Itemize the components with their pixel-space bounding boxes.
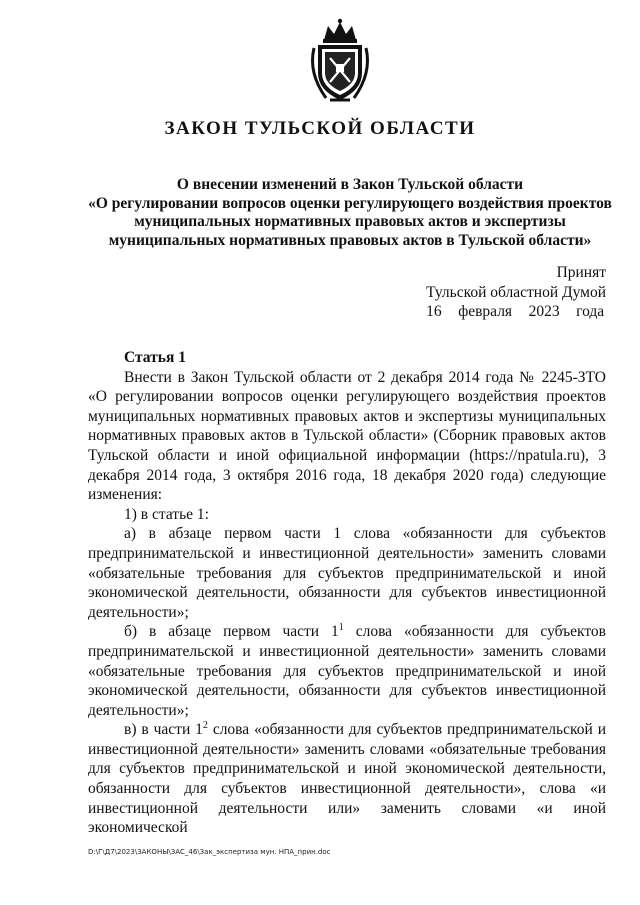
adoption-year: 2023 [528, 303, 560, 320]
subject-line: муниципальных нормативных правовых актов и экспертизы [134, 213, 566, 230]
item-b-text-cont: слова «обязанности для субъектов предпринимательской и инвестиционной деятельности» заменить словами «обязательные требования для субъектов предпринимательской и иной экономической деятельности, обязанности для субъектов инвестиционной деятельности»; [88, 623, 606, 719]
adoption-year-word: года [576, 303, 605, 320]
article-body [88, 348, 606, 838]
subject-line: муниципальных нормативных правовых актов в Тульской области» [108, 231, 592, 249]
adopted-label: Принят [556, 264, 606, 281]
article-item-1: 1) в статье 1: [124, 505, 209, 523]
article-item-b [88, 622, 606, 720]
tula-coat-of-arms-icon [300, 18, 380, 108]
article-item-a: а) в абзаце первом части 1 слова «обязанности для субъектов предпринимательской и инвестиционной деятельности» заменить словами «обязательные требования для субъектов предпринимательской и иной экономической деятельности, обязанности для субъектов инвестиционной деятельности»; [88, 525, 606, 621]
law-title: ЗАКОН ТУЛЬСКОЙ ОБЛАСТИ [164, 118, 476, 139]
article-item-c [88, 720, 606, 838]
item-c-superscript: 2 [202, 720, 208, 732]
adoption-block [426, 263, 606, 322]
file-path-footer: D:\Г\Д7\2023\ЗАКОНЫ\ЗАС_46\Зак_экспертиза мун. НПА_прин.doc [88, 848, 331, 856]
adopted-by: Тульской областной Думой [426, 283, 606, 301]
article-intro: Внести в Закон Тульской области от 2 декабря 2014 года № 2245-ЗТО «О регулировании вопросов оценки регулирующего воздействия проектов муниципальных нормативных правовых актов и экспертизы муниципальных нормативных правовых актов в Тульской области» (Сборник правовых актов Тульской области и иной официальной информации (https://npatula.ru), 3 декабря 2014 года, 3 октября 2016 года, 18 декабря 2020 года) следующие изменения: [88, 368, 606, 504]
item-b-superscript: 1 [338, 622, 344, 634]
subject-line: «О регулировании вопросов оценки регулирующего воздействия проектов [88, 194, 612, 212]
adoption-date [426, 302, 604, 322]
law-subject [60, 176, 640, 250]
item-b-text: б) в абзаце первом части 1 [124, 623, 339, 641]
subject-line: О внесении изменений в Закон Тульской области [176, 176, 524, 193]
item-c-text: в) в части 1 [124, 721, 203, 739]
adoption-day: 16 [426, 303, 442, 320]
adoption-month: февраля [458, 303, 513, 320]
article-heading: Статья 1 [124, 349, 186, 366]
item-c-text-cont: слова «обязанности для субъектов предпринимательской и инвестиционной деятельности» заменить словами «обязательные требования для субъектов предпринимательской и иной экономической деятельности, обязанности для субъектов инвестиционной деятельности», слова «и инвестиционной деятельности или» заменить словами «и иной экономической [88, 721, 606, 837]
